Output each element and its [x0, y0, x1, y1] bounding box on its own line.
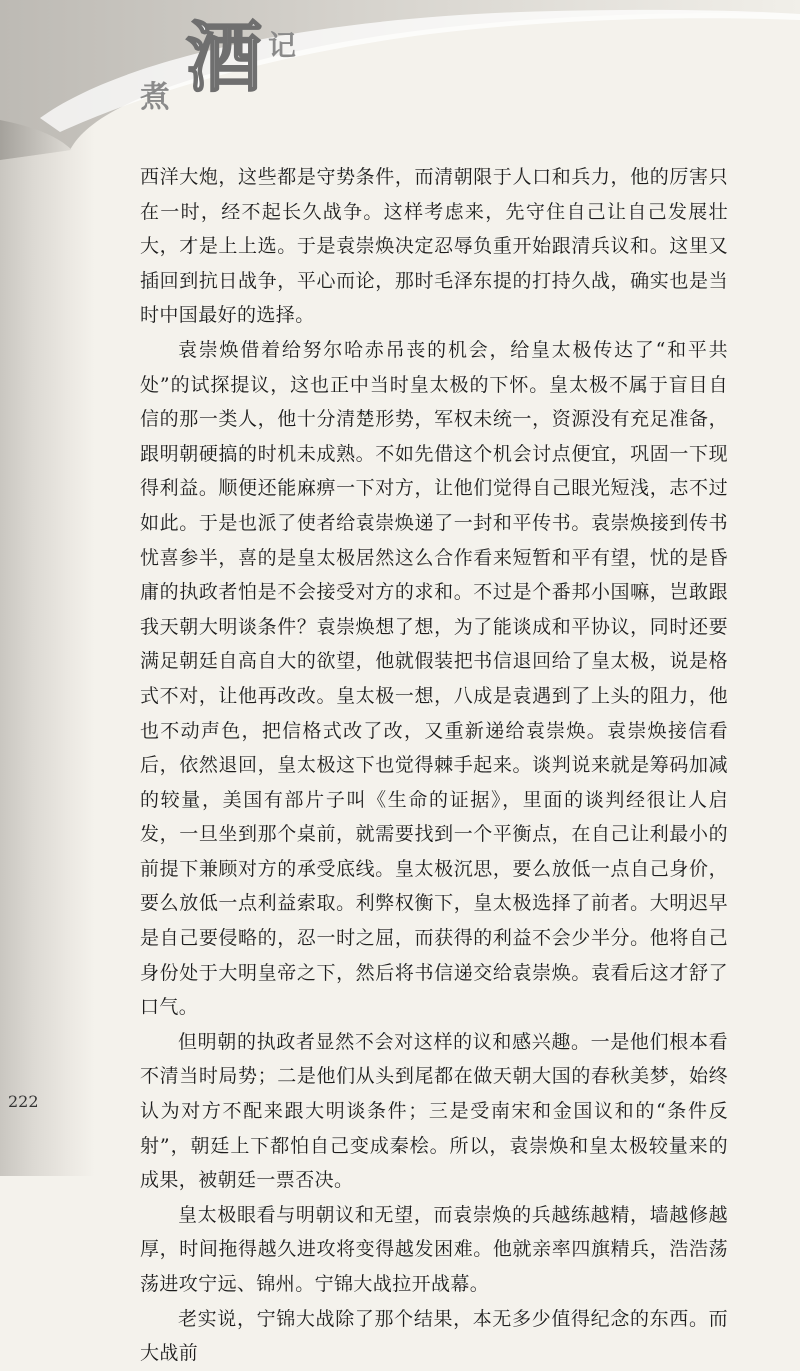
left-gradient-band: [0, 120, 95, 1176]
paragraph-3: 但明朝的执政者显然不会对这样的议和感兴趣。一是他们根本看不清当时局势；二是他们从头到尾都在做天朝大国的春秋美梦，始终认为对方不配来跟大明谈条件；三是受南宋和金国议和的“条件反射”，朝廷上下都怕自己变成秦桧。所以，袁崇焕和皇太极较量来的成果，被朝廷一票否决。: [140, 1030, 728, 1192]
paragraph-2: 袁崇焕借着给努尔哈赤吊丧的机会，给皇太极传达了“和平共处”的试探提议，这也正中当时皇太极的下怀。皇太极不属于盲目自信的那一类人，他十分清楚形势，军权未统一，资源没有充足准备，跟明朝硬搞的时机未成熟。不如先借这个机会讨点便宜，巩固一下现得利益。顺便还能麻痹一下对方，让他们觉得自己眼光短浅，志不过如此。于是也派了使者给袁崇焕递了一封和平传书。袁崇焕接到传书忧喜参半，喜的是皇太极居然这么合作看来短暂和平有望，忧的是昏庸的执政者怕是不会接受对方的求和。不过是个番邦小国嘛，岂敢跟我天朝大明谈条件？袁崇焕想了想，为了能谈成和平协议，同时还要满足朝廷自高自大的欲望，他就假装把书信退回给了皇太极，说是格式不对，让他再改改。皇太极一想，八成是袁遇到了上头的阻力，他也不动声色，把信格式改了改，又重新递给袁崇焕。袁崇焕接信看后，依然退回，皇太极这下也觉得棘手起来。谈判说来就是筹码加减的较量，美国有部片子叫《生命的证据》，里面的谈判经很让人启发，一旦坐到那个桌前，就需要找到一个平衡点，在自己让利最小的前提下兼顾对方的承受底线。皇太极沉思，要么放低一点自己身价，要么放低一点利益索取。利弊权衡下，皇太极选择了前者。大明迟早是自己要侵略的，忍一时之屈，而获得的利益不会少半分。他将自己身份处于大明皇帝之下，然后将书信递交给袁崇焕。袁看后这才舒了口气。: [140, 338, 728, 1019]
paragraph-4: 皇太极眼看与明朝议和无望，而袁崇焕的兵越练越精，墙越修越厚，时间拖得越久进攻将变得越发困难。他就亲率四旗精兵，浩浩荡荡进攻宁远、锦州。宁锦大战拉开战幕。: [140, 1203, 728, 1295]
title-char-jiu: 酒: [186, 13, 262, 102]
header-wave-graphic: [0, 0, 800, 160]
body-text: [140, 160, 728, 1371]
paragraph-1: 西洋大炮，这些都是守势条件，而清朝限于人口和兵力，他的厉害只在一时，经不起长久战争。这样考虑来，先守住自己让自己发展壮大，才是上上选。于是袁崇焕决定忍辱负重开始跟清兵议和。这里又插回到抗日战争，平心而论，那时毛泽东提的打持久战，确实也是当时中国最好的选择。: [140, 166, 728, 327]
chapter-title: [140, 13, 340, 128]
title-char-ji: 记: [268, 29, 297, 62]
paragraph-5: 老实说，宁锦大战除了那个结果，本无多少值得纪念的东西。而大战前: [140, 1307, 728, 1365]
title-char-zhu: 煮: [140, 80, 170, 115]
page-number: 222: [8, 1092, 39, 1111]
